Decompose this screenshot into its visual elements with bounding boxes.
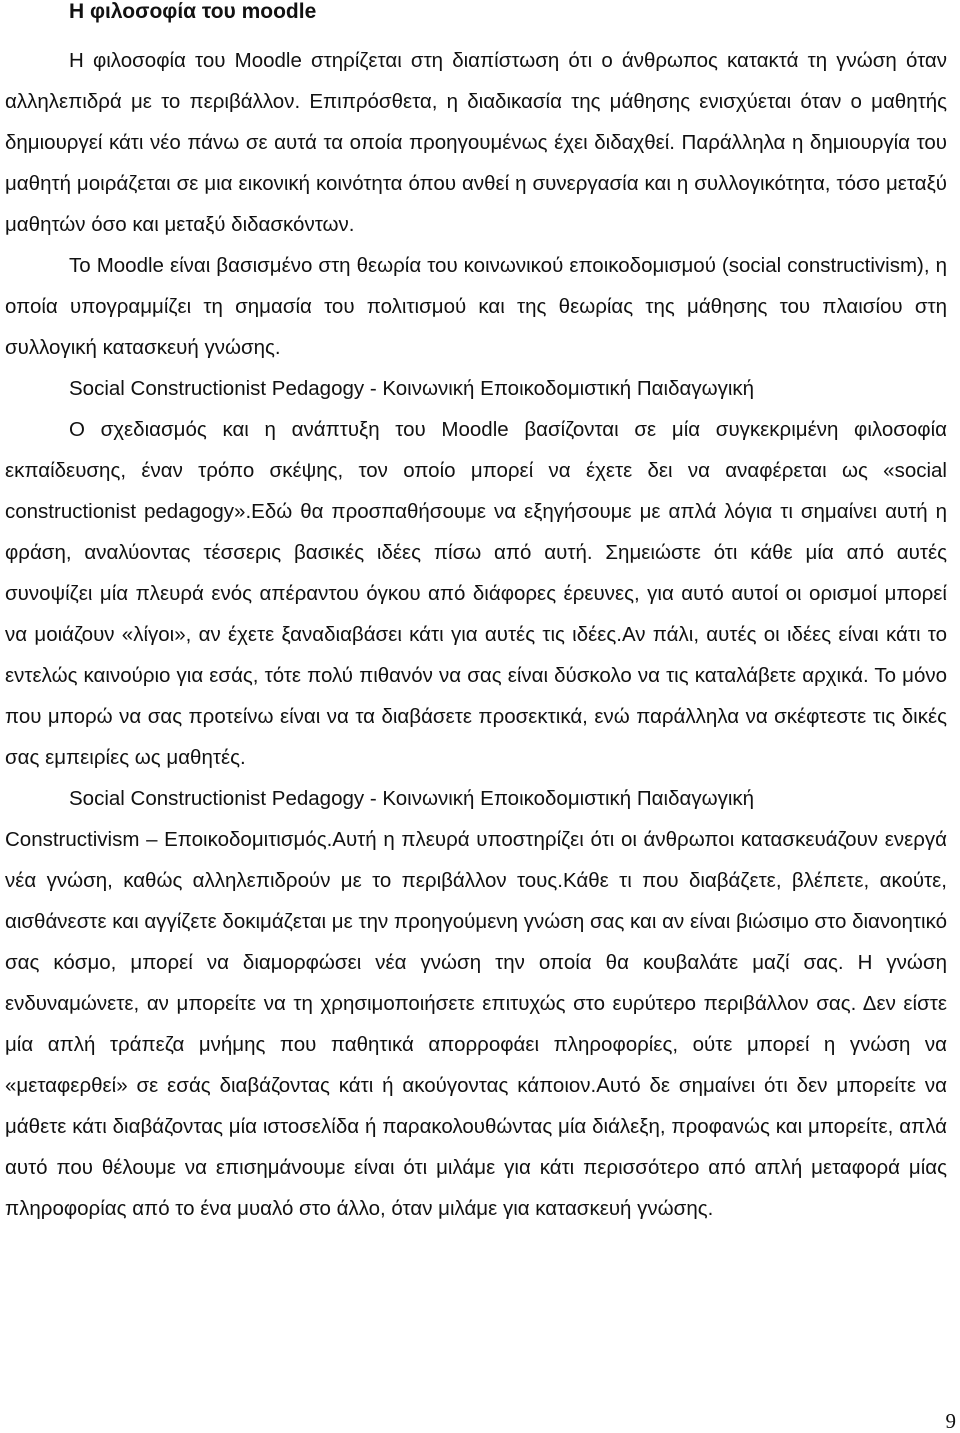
constructivism-text: Constructivism – Εποικοδομιτισμός.Αυτή η πλευρά υποστηρίζει ότι οι άνθρωποι κατασκευάζουν ενεργά νέα γνώση, καθώς αλληλεπιδρούν με το περιβάλλον τους.Κάθε τι που διαβάζετε, βλέπετε, ακούτε, αισθάνεστε και αγγίζετε δοκιμάζεται με την προηγούμενη γνώση σας και αν είναι βιώσιμο στο διανοητικό σας κόσμο, μπορεί να διαμορφώσει νέα γνώση την οποία θα κουβαλάτε μαζί σας. Η γνώση ενδυναμώνετε, αν μπορείτε να τη χρησιμοποιήσετε επιτυχώς στο ευρύτερο περιβάλλον σας. Δεν είστε μία απλή τράπεζα μνήμης που παθητικά απορροφάει πληροφορίες, ούτε μπορεί η γνώση να «μεταφερθεί» σε εσάς διαβάζοντας κάτι ή ακούγοντας κάποιον.Αυτό δε σημαίνει ότι δεν μπορείτε να μάθετε κάτι διαβάζοντας μία ιστοσελίδα ή παρακολουθώντας μία διάλεξη, προφανώς και μπορείτε, απλά αυτό που θέλουμε να επισημάνουμε είναι ότι μιλάμε για κάτι περισσότερο από απλή μεταφορά μίας πληροφορίας από το ένα μυαλό στο άλλο, όταν μιλάμε για κατασκευή γνώσης. [5, 828, 947, 1220]
paragraph-social-constructivism: Το Moodle είναι βασισμένο στη θεωρία του κοινωνικού εποικοδομισμού (social constructivism), η οποία υπογραμμίζει τη σημασία του πολιτισμού και της θεωρίας της μάθησης του πλαισίου στη συλλογική κατασκευή γνώσης. [5, 254, 947, 359]
paragraph-pedagogy-subtitle: Social Constructionist Pedagogy - Κοινωνική Εποικοδομιστική Παιδαγωγική [69, 377, 755, 400]
document-page [5, 0, 947, 1229]
paragraph-constructivism [5, 778, 947, 1229]
paragraph-moodle-philosophy: Η φιλοσοφία του Moodle στηρίζεται στη διαπίστωση ότι ο άνθρωπος κατακτά τη γνώση όταν αλληλεπιδρά με το περιβάλλον. Επιπρόσθετα, η διαδικασία της μάθησης ενισχύεται όταν ο μαθητής δημιουργεί κάτι νέο πάνω σε αυτά τα οποία προηγουμένως έχει διδαχθεί. Παράλληλα η δημιουργία του μαθητή μοιράζεται σε μια εικονική κοινότητα όπου ανθεί η συνεργασία και η συλλογικότητα, τόσο μεταξύ μαθητών όσο και μεταξύ διδασκόντων. [5, 49, 947, 236]
section-heading: Η φιλοσοφία του moodle [69, 0, 317, 23]
page-number: 9 [945, 1409, 956, 1433]
paragraph-design-philosophy: Ο σχεδιασμός και η ανάπτυξη του Moodle βασίζονται σε μία συγκεκριμένη φιλοσοφία εκπαίδευσης, έναν τρόπο σκέψης, τον οποίο μπορεί να έχετε δει να αναφέρεται ως «social constructionist pedagogy».Εδώ θα προσπαθήσουμε να εξηγήσουμε με απλά λόγια τι σημαίνει αυτή η φράση, αναλύοντας τέσσερις βασικές ιδέες πίσω από αυτή. Σημειώστε ότι κάθε μία από αυτές συνοψίζει μία πλευρά ενός απέραντου όγκου από διάφορες έρευνες, για αυτό αυτοί οι ορισμοί μπορεί να μοιάζουν «λίγοι», αν έχετε ξαναδιαβάσει κάτι για αυτές τις ιδέες.Αν πάλι, αυτές οι ιδέες είναι κάτι το εντελώς καινούριο για εσάς, τότε πολύ πιθανόν να σας είναι δύσκολο να τις καταλάβετε αρχικά. Το μόνο που μπορώ να σας προτείνω είναι να τα διαβάσετε προσεκτικά, ενώ παράλληλα να σκέφτεστε τις δικές σας εμπειρίες ως μαθητές. [5, 418, 947, 769]
pedagogy-subtitle-repeat: Social Constructionist Pedagogy - Κοινωνική Εποικοδομιστική Παιδαγωγική [69, 787, 755, 810]
